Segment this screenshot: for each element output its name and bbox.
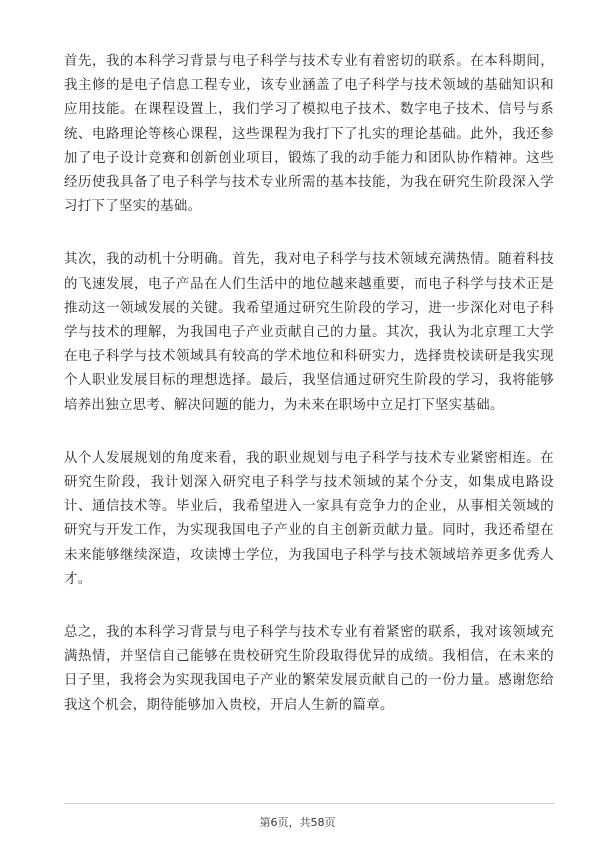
document-body (64, 50, 554, 747)
paragraph-career-plan: 从个人发展规划的角度来看，我的职业规划与电子科学与技术专业紧密相连。在研究生阶段，我计划深入研究电子科学与技术领域的某个分支，如集成电路设计、通信技术等。毕业后，我希望进入一家具有竞争力的企业，从事相关领域的研究与开发工作，为实现我国电子产业的自主创新贡献力量。同时，我还希望在未来能够继续深造，攻读博士学位，为我国电子科学与技术领域培养更多优秀人才。 (64, 450, 554, 587)
page-number: 第6页，共58页 (259, 816, 336, 829)
footer-divider (64, 803, 554, 804)
paragraph-motivation: 其次，我的动机十分明确。首先，我对电子科学与技术领域充满热情。随着科技的飞速发展，电子产品在人们生活中的地位越来越重要，而电子科学与技术正是推动这一领域发展的关键。我希望通过研究生阶段的学习，进一步深化对电子科学与技术的理解，为我国电子产业贡献自己的力量。其次，我认为北京理工大学在电子科学与技术领域具有较高的学术地位和科研实力，选择贵校读研是我实现个人职业发展目标的理想选择。最后，我坚信通过研究生阶段的学习，我将能够培养出独立思考、解决问题的能力，为未来在职场中立足打下坚实基础。 (64, 252, 554, 413)
paragraph-academic-background: 首先，我的本科学习背景与电子科学与技术专业有着密切的联系。在本科期间，我主修的是电子信息工程专业，该专业涵盖了电子科学与技术领域的基础知识和应用技能。在课程设置上，我们学习了模拟电子技术、数字电子技术、信号与系统、电路理论等核心课程，这些课程为我打下了扎实的理论基础。此外，我还参加了电子设计竞赛和创新创业项目，锻炼了我的动手能力和团队协作精神。这些经历使我具备了电子科学与技术专业所需的基本技能，为我在研究生阶段深入学习打下了坚实的基础。 (64, 54, 554, 215)
paragraph-conclusion: 总之，我的本科学习背景与电子科学与技术专业有着紧密的联系，我对该领域充满热情，并坚信自己能够在贵校研究生阶段取得优异的成绩。我相信，在未来的日子里，我将会为实现我国电子产业的繁荣发展贡献自己的一份力量。感谢您给我这个机会，期待能够加入贵校，开启人生新的篇章。 (64, 625, 554, 713)
